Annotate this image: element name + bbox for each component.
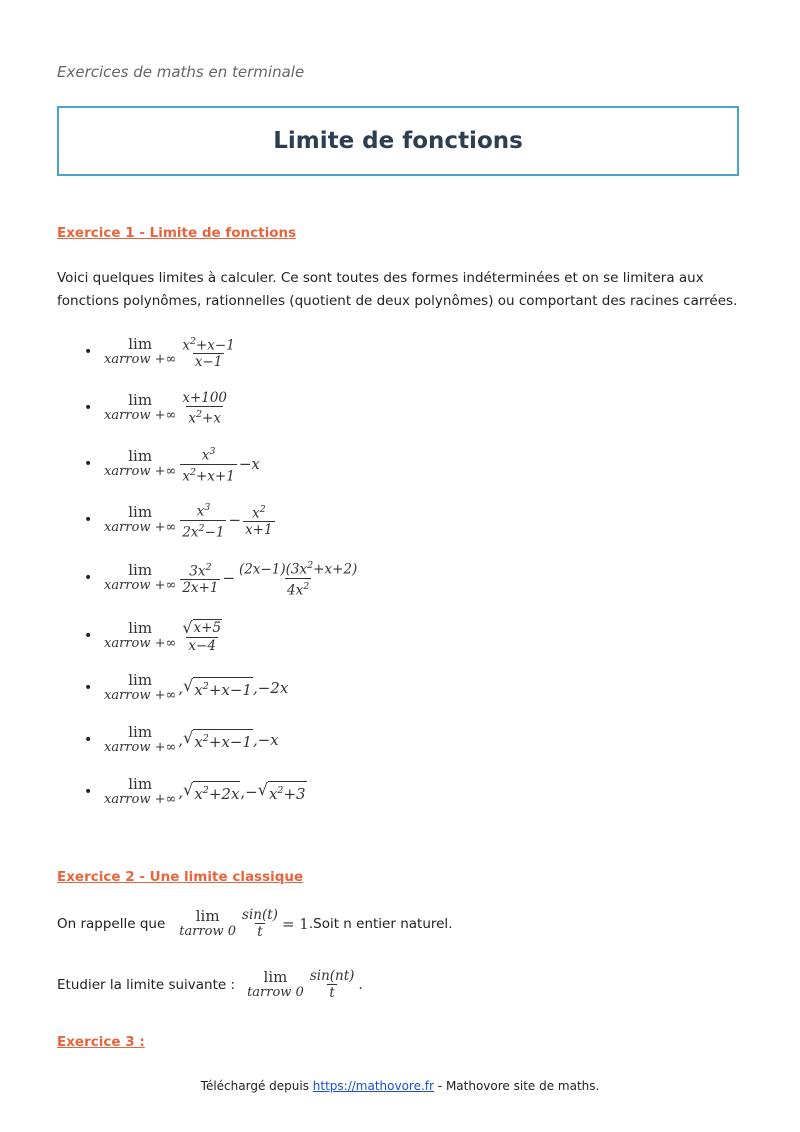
bullet: • — [84, 784, 93, 800]
etudier-text-after: . — [358, 976, 363, 993]
bullet: • — [84, 680, 93, 696]
limit-item-3: • lim xarrow +∞ $\frac{x^3}{x^2+x+1}$ −x — [84, 446, 260, 484]
rappel-text-before: On rappelle que — [57, 915, 166, 932]
limit-item-4: • lim xarrow +∞ $\frac{x^3}{2x^2-1}$ − $\frac{x^2}{x+1}$ — [84, 502, 273, 540]
footer-text-after: - Mathovore site de maths. — [437, 1079, 600, 1093]
limit-item-8: • lim xarrow +∞ , √ $x^2+x-1$ ,−x — [84, 723, 279, 755]
rappel-formula: lim tarrow 0 $\frac{\sin(t)}{t}$ = 1 — [179, 906, 309, 940]
etudier-formula: lim tarrow 0 $\frac{\sin(nt)}{t}$ — [247, 967, 355, 1001]
footer-text-before: Téléchargé depuis — [200, 1079, 309, 1093]
page-subtitle: Exercices de maths en terminale — [57, 63, 305, 81]
bullet: • — [84, 400, 93, 416]
limit-item-7: • lim xarrow +∞ , √ $x^2+x-1$ ,−2x — [84, 671, 289, 703]
bullet: • — [84, 732, 93, 748]
rappel-text-after: .Soit n entier naturel. — [308, 915, 453, 932]
etudier-text-before: Etudier la limite suivante : — [57, 976, 236, 993]
footer-link[interactable]: https://mathovore.fr — [312, 1079, 434, 1093]
page-title: Limite de fonctions — [273, 128, 523, 154]
exercise-2-heading: Exercice 2 - Une limite classique — [57, 869, 304, 885]
bullet: • — [84, 344, 93, 360]
limit-item-9: • lim xarrow +∞ , √ $x^2+2x$ ,− √ $x^2+3$ — [84, 775, 306, 807]
bullet: • — [84, 628, 93, 644]
exercise-1-heading: Exercice 1 - Limite de fonctions — [57, 225, 297, 241]
title-box — [57, 106, 739, 176]
bullet: • — [84, 570, 93, 586]
page-footer — [0, 1079, 800, 1093]
rappel-line — [57, 907, 452, 940]
limit-item-2: • lim xarrow +∞ $\frac{x+100}{x^2+x}$ — [84, 389, 228, 427]
bullet: • — [84, 456, 93, 472]
bullet: • — [84, 512, 93, 528]
limit-item-5: • lim xarrow +∞ $\frac{3x^2}{2x+1}$ − $\frac{(2x-1)(3x^2+x+2)}{4x^2}$ — [84, 560, 358, 598]
limit-item-1: • lim xarrow +∞ $\frac{x^2+x-1}{x-1}$ — [84, 335, 235, 371]
limit-item-6: • lim xarrow +∞ √ x+5 x−4 — [84, 617, 222, 654]
etudier-line — [57, 968, 363, 1001]
exercise-1-intro: Voici quelques limites à calculer. Ce sont toutes des formes indéterminées et on se limitera aux fonctions polynômes, rationnelles (quotient de deux polynômes) ou comportant des racines carrées. — [57, 270, 738, 309]
exercise-3-heading: Exercice 3 : — [57, 1034, 145, 1050]
